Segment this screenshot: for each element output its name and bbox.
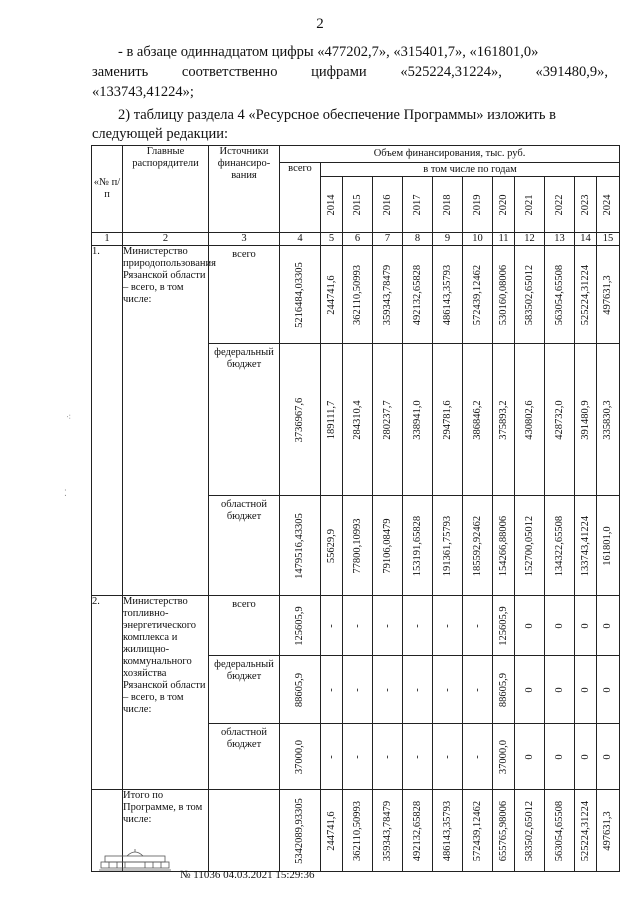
value-cell-text: 294781,6 xyxy=(441,399,453,440)
value-cell-text: - xyxy=(381,687,393,692)
column-number: 10 xyxy=(463,233,493,246)
value-cell xyxy=(575,724,597,790)
value-cell-text: - xyxy=(325,687,337,692)
header-by-year: в том числе по годам xyxy=(321,163,620,177)
column-number: 4 xyxy=(280,233,321,246)
value-cell-text: - xyxy=(351,754,363,759)
value-cell xyxy=(515,724,545,790)
column-number: 1 xyxy=(92,233,123,246)
value-cell xyxy=(597,496,620,596)
value-cell xyxy=(280,724,321,790)
value-cell xyxy=(321,496,343,596)
total-source-cell xyxy=(209,790,280,872)
year-header: 2015 xyxy=(351,194,363,215)
value-cell-text: 134322,65508 xyxy=(553,515,565,576)
value-cell xyxy=(280,344,321,496)
header-distributor: Главные распорядители xyxy=(123,146,209,233)
total-value-cell-text: 583502,65012 xyxy=(523,800,535,861)
value-cell xyxy=(433,596,463,656)
value-cell xyxy=(280,496,321,596)
value-cell-text: - xyxy=(471,687,483,692)
header-volume: Объем финансирования, тыс. руб. xyxy=(280,146,620,163)
column-number: 12 xyxy=(515,233,545,246)
paragraph-1-line-3: «133743,41224»; xyxy=(92,84,194,100)
value-cell-text: - xyxy=(441,754,453,759)
emblem-stamp xyxy=(97,848,173,874)
value-cell-text: 3736967,6 xyxy=(294,397,305,442)
value-cell xyxy=(343,656,373,724)
value-cell-text: 1479516,43305 xyxy=(294,512,305,579)
value-cell-text: 362110,50993 xyxy=(351,264,363,325)
value-cell-text: - xyxy=(471,623,483,628)
total-value-cell-text: 486143,35793 xyxy=(441,800,453,861)
value-cell xyxy=(597,344,620,496)
value-cell xyxy=(343,344,373,496)
funding-source: областной бюджет xyxy=(209,496,280,596)
value-cell-text: - xyxy=(325,754,337,759)
year-header: 2014 xyxy=(325,194,337,215)
value-cell-text: 0 xyxy=(602,753,614,760)
total-value-cell-text: 492132,65828 xyxy=(411,800,423,861)
value-cell xyxy=(433,724,463,790)
value-cell-text: 161801,0 xyxy=(602,525,614,566)
value-cell xyxy=(515,596,545,656)
value-cell xyxy=(433,496,463,596)
year-header: 2016 xyxy=(381,194,393,215)
value-cell-text: - xyxy=(351,623,363,628)
value-cell-text: 284310,4 xyxy=(351,399,363,440)
total-value-cell-text: 563054,65508 xyxy=(553,800,565,861)
year-header: 2018 xyxy=(441,194,453,215)
total-value-cell-text: 497631,3 xyxy=(602,810,614,851)
value-cell xyxy=(373,246,403,344)
value-cell-text: 191361,75793 xyxy=(441,515,453,576)
column-number: 13 xyxy=(545,233,575,246)
funding-source: федеральный бюджет xyxy=(209,656,280,724)
paragraph-1-line-1: - в абзаце одиннадцатом цифры «477202,7», «315401,7», «161801,0» xyxy=(118,44,539,60)
value-cell-text: 185592,92462 xyxy=(471,515,483,576)
column-number: 7 xyxy=(373,233,403,246)
value-cell-text: - xyxy=(441,687,453,692)
value-cell-text: 530160,08006 xyxy=(497,264,509,325)
value-cell-text: 0 xyxy=(553,686,565,693)
column-number: 6 xyxy=(343,233,373,246)
column-number: 2 xyxy=(123,233,209,246)
value-cell xyxy=(597,246,620,344)
value-cell xyxy=(343,246,373,344)
value-cell-text: - xyxy=(411,623,423,628)
value-cell-text: 79106,08479 xyxy=(381,517,393,574)
word: соответственно xyxy=(181,64,278,80)
paragraph-2-line-2: следующей редакции: xyxy=(92,126,229,142)
total-value-cell xyxy=(321,790,343,872)
value-cell xyxy=(597,656,620,724)
page-number: 2 xyxy=(316,16,324,32)
value-cell-text: 0 xyxy=(523,686,535,693)
year-header: 2021 xyxy=(523,194,535,215)
value-cell-text: 563054,65508 xyxy=(553,264,565,325)
value-cell xyxy=(493,344,515,496)
value-cell xyxy=(463,496,493,596)
value-cell-text: 77800,10993 xyxy=(351,517,363,574)
value-cell xyxy=(321,656,343,724)
table-row xyxy=(92,596,620,656)
word: заменить xyxy=(92,64,149,80)
value-cell-text: 0 xyxy=(553,622,565,629)
funding-source: всего xyxy=(209,596,280,656)
value-cell xyxy=(321,724,343,790)
column-number: 9 xyxy=(433,233,463,246)
value-cell xyxy=(373,596,403,656)
value-cell-text: 492132,65828 xyxy=(411,264,423,325)
value-cell xyxy=(403,496,433,596)
value-cell-text: 0 xyxy=(579,686,591,693)
column-number: 11 xyxy=(493,233,515,246)
value-cell-text: 0 xyxy=(579,753,591,760)
value-cell xyxy=(597,596,620,656)
value-cell xyxy=(373,496,403,596)
distributor-name: Министерство топливно-энергетического комплекса и жилищно-коммунального хозяйства Рязанской области – всего, в том числе: xyxy=(123,596,209,790)
table-row xyxy=(92,246,620,344)
value-cell xyxy=(545,724,575,790)
column-number: 5 xyxy=(321,233,343,246)
column-number: 15 xyxy=(597,233,620,246)
value-cell-text: 525224,31224 xyxy=(579,264,591,325)
value-cell-text: 88605,9 xyxy=(294,672,305,707)
value-cell xyxy=(280,656,321,724)
value-cell xyxy=(463,344,493,496)
word: «391480,9», xyxy=(535,64,608,80)
header-source: Источники финансиро-вания xyxy=(209,146,280,233)
total-value-cell xyxy=(575,790,597,872)
value-cell-text: - xyxy=(471,754,483,759)
total-value-cell xyxy=(463,790,493,872)
paragraph-2-line-1: 2) таблицу раздела 4 «Ресурсное обеспечение Программы» изложить в xyxy=(118,107,556,123)
value-cell xyxy=(515,344,545,496)
value-cell xyxy=(575,246,597,344)
value-cell-text: 280237,7 xyxy=(381,399,393,440)
value-cell-text: 0 xyxy=(523,622,535,629)
value-cell xyxy=(493,496,515,596)
value-cell-text: 125605,9 xyxy=(294,605,305,646)
year-header: 2023 xyxy=(579,194,591,215)
value-cell xyxy=(403,344,433,496)
value-cell-text: 154266,88006 xyxy=(497,515,509,576)
value-cell-text: - xyxy=(381,754,393,759)
value-cell xyxy=(545,596,575,656)
value-cell-text: 5216484,03305 xyxy=(294,261,305,328)
value-cell xyxy=(515,246,545,344)
funding-source: областной бюджет xyxy=(209,724,280,790)
value-cell xyxy=(493,656,515,724)
value-cell xyxy=(463,724,493,790)
value-cell-text: 55629,9 xyxy=(325,528,337,563)
total-value-cell xyxy=(545,790,575,872)
value-cell-text: 0 xyxy=(602,686,614,693)
total-value-cell xyxy=(373,790,403,872)
value-cell-text: - xyxy=(411,754,423,759)
distributor-name: Министерство природопользования Рязанской области – всего, в том числе: xyxy=(123,246,209,596)
column-number: 3 xyxy=(209,233,280,246)
value-cell xyxy=(575,344,597,496)
value-cell xyxy=(515,496,545,596)
value-cell xyxy=(280,246,321,344)
value-cell-text: - xyxy=(325,623,337,628)
value-cell-text: 338941,0 xyxy=(411,399,423,440)
total-value-cell xyxy=(343,790,373,872)
value-cell xyxy=(545,496,575,596)
value-cell-text: 0 xyxy=(523,753,535,760)
value-cell xyxy=(343,496,373,596)
value-cell xyxy=(403,724,433,790)
total-value-cell xyxy=(403,790,433,872)
total-value-cell-text: 572439,12462 xyxy=(471,800,483,861)
funding-source: федеральный бюджет xyxy=(209,344,280,496)
row-number: 1. xyxy=(92,246,123,596)
value-cell xyxy=(280,596,321,656)
value-cell xyxy=(545,656,575,724)
value-cell xyxy=(321,596,343,656)
value-cell-text: 37000,0 xyxy=(497,739,509,774)
value-cell xyxy=(575,596,597,656)
value-cell xyxy=(515,656,545,724)
total-value-cell xyxy=(280,790,321,872)
year-header: 2019 xyxy=(471,194,483,215)
value-cell-text: 583502,65012 xyxy=(523,264,535,325)
total-value-cell xyxy=(597,790,620,872)
row-number: 2. xyxy=(92,596,123,790)
total-label: Итого по Программе, в том числе: xyxy=(123,790,209,872)
value-cell xyxy=(433,344,463,496)
value-cell-text: 430802,6 xyxy=(523,399,535,440)
value-cell xyxy=(403,656,433,724)
value-cell xyxy=(597,724,620,790)
total-value-cell xyxy=(515,790,545,872)
value-cell-text: - xyxy=(351,687,363,692)
value-cell-text: 359343,78479 xyxy=(381,264,393,325)
year-header: 2022 xyxy=(553,194,565,215)
value-cell xyxy=(545,344,575,496)
total-value-cell-text: 359343,78479 xyxy=(381,800,393,861)
value-cell-text: - xyxy=(411,687,423,692)
value-cell xyxy=(343,596,373,656)
value-cell xyxy=(433,246,463,344)
value-cell xyxy=(493,596,515,656)
value-cell-text: 0 xyxy=(553,753,565,760)
value-cell xyxy=(373,656,403,724)
funding-source: всего xyxy=(209,246,280,344)
value-cell xyxy=(373,724,403,790)
value-cell xyxy=(463,596,493,656)
value-cell-text: 386846,2 xyxy=(471,399,483,440)
value-cell-text: 391480,9 xyxy=(579,399,591,440)
value-cell-text: 375893,2 xyxy=(497,399,509,440)
year-header: 2017 xyxy=(411,194,423,215)
value-cell xyxy=(373,344,403,496)
document-registration-footer: № 11036 04.03.2021 15:29:36 xyxy=(180,869,315,881)
value-cell xyxy=(463,246,493,344)
column-number: 8 xyxy=(403,233,433,246)
scan-artifact: ⁚ xyxy=(64,488,67,498)
value-cell-text: 486143,35793 xyxy=(441,264,453,325)
paragraph-1-line-2 xyxy=(92,64,608,81)
total-value-cell xyxy=(433,790,463,872)
value-cell-text: 133743,41224 xyxy=(579,515,591,576)
value-cell-text: 153191,65828 xyxy=(411,515,423,576)
value-cell xyxy=(545,246,575,344)
total-value-cell-text: 5342089,93305 xyxy=(294,797,305,864)
value-cell-text: - xyxy=(441,623,453,628)
total-value-cell xyxy=(493,790,515,872)
year-header: 2020 xyxy=(497,194,509,215)
value-cell-text: 335830,3 xyxy=(602,399,614,440)
value-cell xyxy=(463,656,493,724)
word: цифрами xyxy=(311,64,367,80)
value-cell-text: 0 xyxy=(579,622,591,629)
value-cell-text: 88605,9 xyxy=(497,672,509,707)
value-cell xyxy=(403,246,433,344)
year-header: 2024 xyxy=(602,194,614,215)
value-cell-text: - xyxy=(381,623,393,628)
header-total: всего xyxy=(280,163,321,233)
value-cell xyxy=(343,724,373,790)
value-cell xyxy=(575,656,597,724)
value-cell xyxy=(493,246,515,344)
value-cell xyxy=(321,246,343,344)
funding-table xyxy=(91,145,620,872)
column-numbers-row xyxy=(92,233,620,246)
value-cell xyxy=(321,344,343,496)
value-cell xyxy=(403,596,433,656)
value-cell-text: 125605,9 xyxy=(497,605,509,646)
total-value-cell-text: 362110,50993 xyxy=(351,800,363,861)
value-cell-text: 0 xyxy=(602,622,614,629)
word: «525224,31224», xyxy=(400,64,502,80)
scan-artifact: ⁖ xyxy=(66,412,72,422)
header-num: «№ п/п xyxy=(92,146,123,233)
value-cell xyxy=(575,496,597,596)
value-cell-text: 37000,0 xyxy=(294,739,305,774)
value-cell xyxy=(433,656,463,724)
value-cell-text: 244741,6 xyxy=(325,274,337,315)
value-cell-text: 428732,0 xyxy=(553,399,565,440)
total-value-cell-text: 244741,6 xyxy=(325,810,337,851)
value-cell-text: 189111,7 xyxy=(325,400,337,439)
value-cell-text: 572439,12462 xyxy=(471,264,483,325)
total-value-cell-text: 525224,31224 xyxy=(579,800,591,861)
total-value-cell-text: 655765,98006 xyxy=(497,800,509,861)
value-cell-text: 152700,05012 xyxy=(523,515,535,576)
value-cell-text: 497631,3 xyxy=(602,274,614,315)
value-cell xyxy=(493,724,515,790)
column-number: 14 xyxy=(575,233,597,246)
